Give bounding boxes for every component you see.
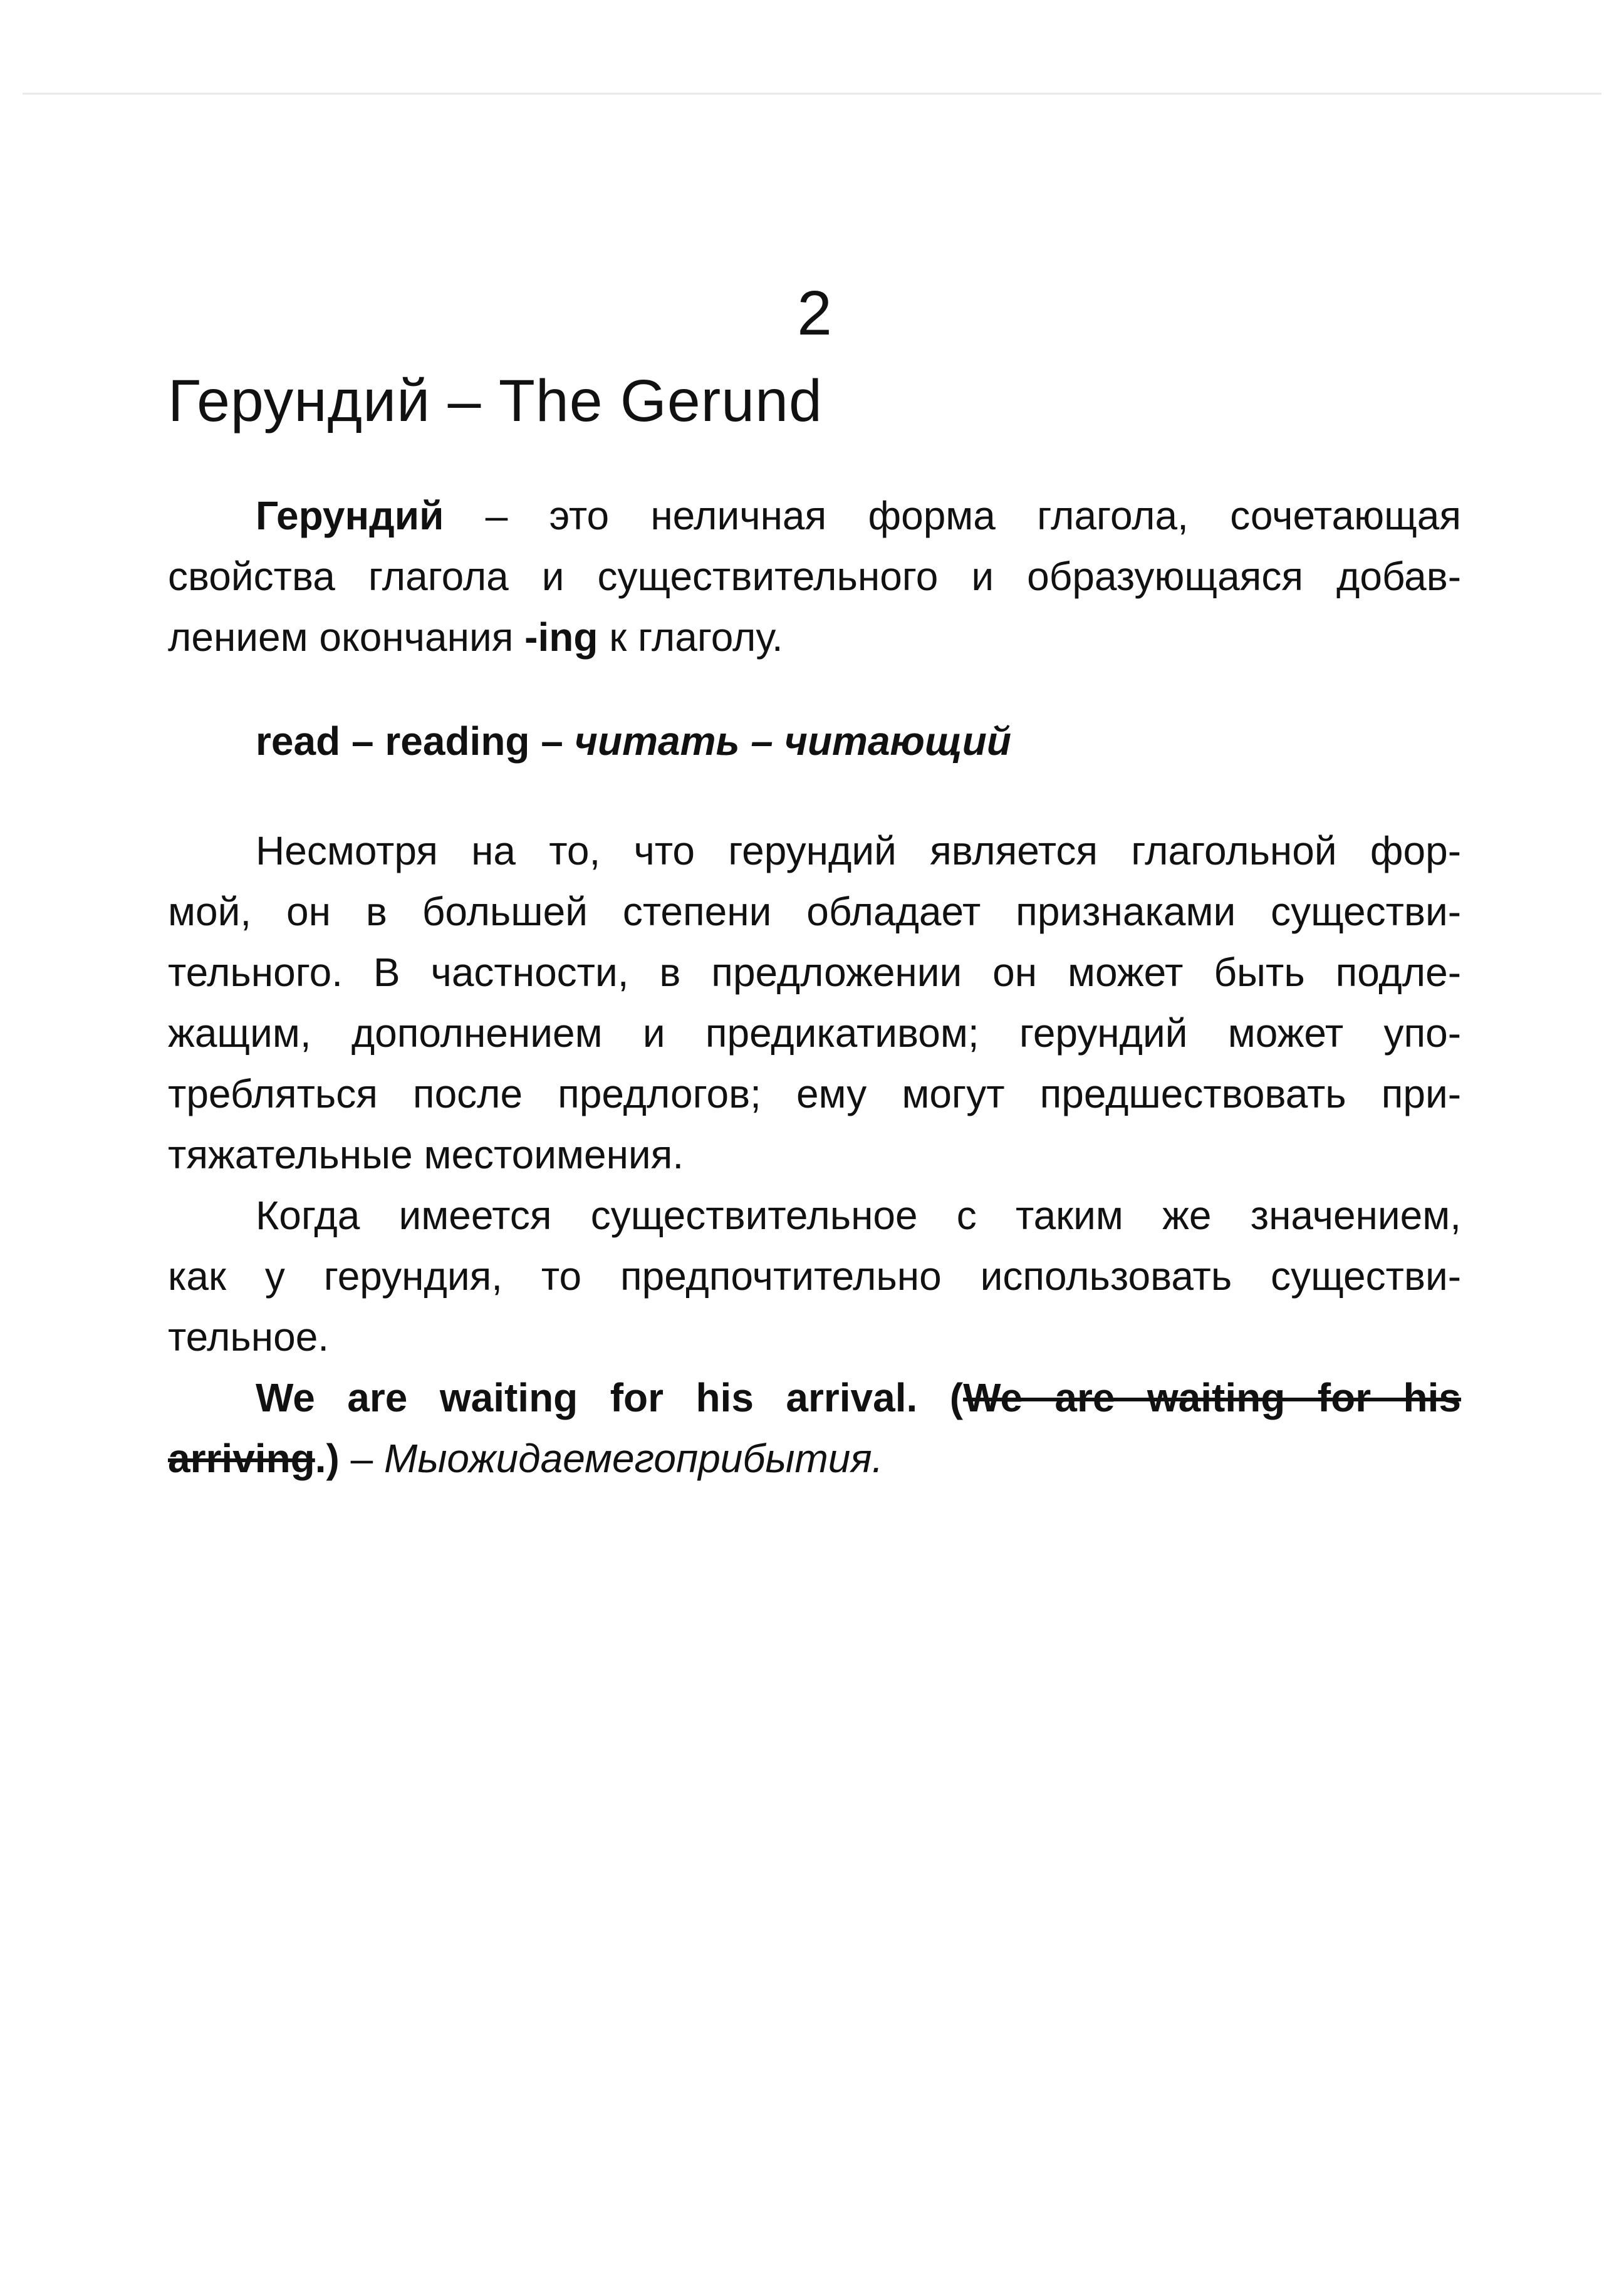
text-segment: читать – читающий [574,719,1011,764]
text-line [168,1064,1461,1125]
text-segment: Мыожидаемегоприбытия. [384,1436,883,1481]
top-divider [23,93,1601,95]
text-segment: arriving [168,1436,315,1481]
text-line [168,821,1461,881]
text-segment: тельное. [168,1314,330,1359]
text-segment: мой, он в большей степени обладает признаками существи- [168,889,1461,934]
text-segment: .) [315,1436,351,1481]
text-line [168,1185,1461,1246]
properties-paragraph [168,821,1461,1185]
text-segment: Когда имеется существительное с таким же значением, [256,1193,1461,1238]
text-line [168,881,1461,942]
text-line [168,1368,1461,1428]
example-arrival [168,1368,1461,1489]
text-segment: – [350,1436,384,1481]
noun-preference-paragraph [168,1185,1461,1368]
text-segment: тельного. В частности, в предложении он может быть подле- [168,950,1461,995]
text-line [168,1125,1461,1185]
paragraphs-container [168,486,1461,1489]
text-segment: Герундий [256,493,444,538]
text-line [168,1307,1461,1368]
text-line [168,607,1461,668]
text-segment: – это неличная форма глагола, сочетающая [444,493,1461,538]
text-line [168,1003,1461,1064]
text-line [168,1428,1461,1489]
text-segment: тяжательные местоимения. [168,1132,684,1177]
example-read-reading [168,711,1461,772]
text-line [168,486,1461,546]
text-segment: Несмотря на то, что герундий является глагольной фор- [256,828,1461,873]
page-content [168,278,1462,1489]
text-segment: We are waiting for his [963,1375,1462,1420]
text-segment: лением окончания [168,615,525,660]
text-segment: -ing [524,615,598,660]
text-segment: жащим, дополнением и предикативом; герундий может упо- [168,1010,1461,1056]
text-segment: read – reading – [256,719,575,764]
text-segment: We are waiting for his arrival. ( [256,1375,964,1420]
definition-paragraph [168,486,1461,668]
page-title: Герундий – The Gerund [168,368,823,434]
text-segment: к глаголу. [598,615,783,660]
text-line [168,546,1461,607]
text-segment: как у герундия, то предпочтительно использовать существи- [168,1254,1461,1299]
text-line [168,1246,1461,1307]
text-line [168,711,1461,772]
text-segment: требляться после предлогов; ему могут предшествовать при- [168,1071,1461,1116]
page-number: 2 [797,278,832,348]
text-line [168,942,1461,1003]
text-segment: свойства глагола и существительного и образующаяся добав- [168,554,1461,599]
